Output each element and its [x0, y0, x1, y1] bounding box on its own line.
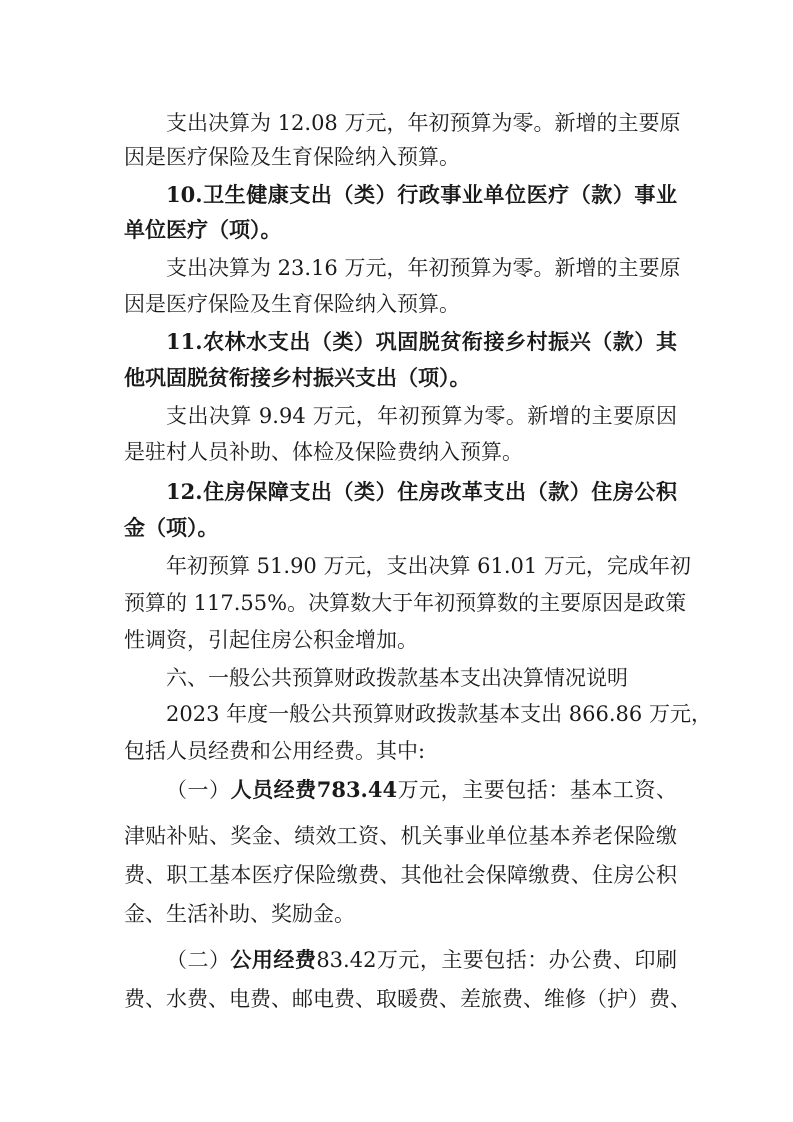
- paragraph-line: 是驻村人员补助、体检及保险费纳入预算。: [124, 440, 523, 464]
- section-heading: 金（项）。: [124, 515, 219, 540]
- paragraph-line: 预算的 117.55%。决算数大于年初预算数的主要原因是政策: [124, 591, 687, 615]
- personnel-expense-label: 人员经费: [230, 777, 317, 802]
- paragraph-line: 包括人员经费和公用经费。其中:: [124, 739, 426, 763]
- item-prefix: （一）: [166, 778, 231, 802]
- section-heading: 他巩固脱贫衔接乡村振兴支出（项）。: [124, 365, 471, 390]
- section-heading: 单位医疗（项）。: [124, 217, 282, 242]
- paragraph-line: 金、生活补助、奖励金。: [124, 902, 355, 926]
- item-rest: 万元，主要包括：基本工资、: [397, 778, 677, 802]
- personnel-expense-amount: 783.44: [316, 777, 398, 802]
- section-heading: 11.农林水支出（类）巩固脱贫衔接乡村振兴（款）其: [166, 329, 677, 354]
- paragraph-line: 因是医疗保险及生育保险纳入预算。: [124, 145, 460, 169]
- chapter-heading: 六、一般公共预算财政拨款基本支出决算情况说明: [166, 666, 628, 690]
- paragraph-line: 费、水费、电费、邮电费、取暖费、差旅费、维修（护）费、: [124, 987, 691, 1011]
- paragraph-line: 支出决算为 23.16 万元，年初预算为零。新增的主要原: [166, 256, 681, 280]
- paragraph-line: 因是医疗保险及生育保险纳入预算。: [124, 292, 460, 316]
- section-heading: 10.卫生健康支出（类）行政事业单位医疗（款）事业: [166, 182, 677, 207]
- public-expense-line: [166, 946, 677, 974]
- paragraph-line: 费、职工基本医疗保险缴费、其他社会保障缴费、住房公积: [124, 863, 677, 887]
- personnel-expense-line: [166, 776, 677, 804]
- paragraph-line: 性调资，引起住房公积金增加。: [124, 628, 418, 652]
- paragraph-line: 津贴补贴、奖金、绩效工资、机关事业单位基本养老保险缴: [124, 824, 677, 848]
- public-expense-amount: 83.42: [316, 948, 377, 972]
- section-heading: 12.住房保障支出（类）住房改革支出（款）住房公积: [166, 479, 677, 504]
- paragraph-line: 支出决算为 12.08 万元，年初预算为零。新增的主要原: [166, 111, 681, 135]
- paragraph-line: 年初预算 51.90 万元，支出决算 61.01 万元，完成年初: [166, 554, 691, 578]
- paragraph-line: 2023 年度一般公共预算财政拨款基本支出 866.86 万元，: [166, 702, 712, 726]
- paragraph-line: 支出决算 9.94 万元，年初预算为零。新增的主要原因: [166, 404, 677, 428]
- item-prefix: （二）: [166, 948, 231, 972]
- public-expense-label: 公用经费: [230, 947, 317, 972]
- item-rest: 万元，主要包括：办公费、印刷: [376, 948, 678, 972]
